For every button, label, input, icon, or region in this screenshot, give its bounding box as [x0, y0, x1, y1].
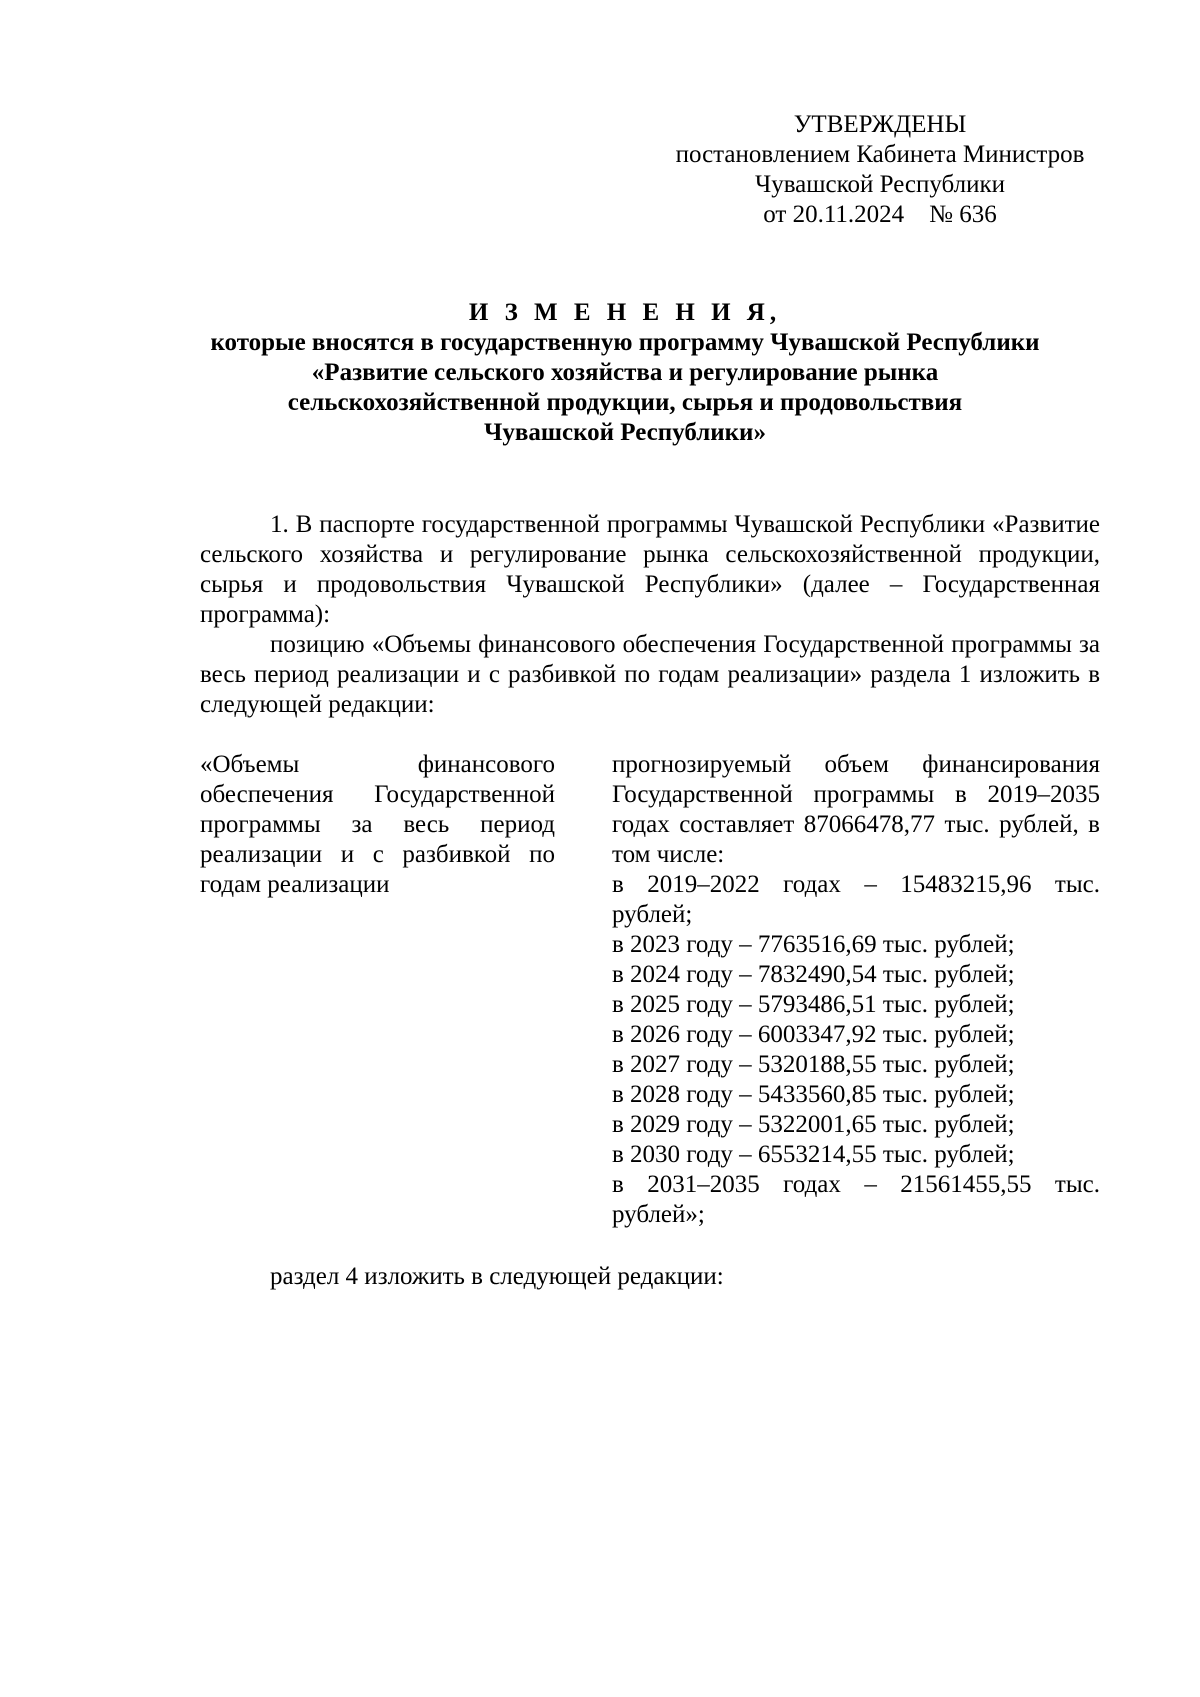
funding-year-row: в 2029 году – 5322001,65 тыс. рублей;: [612, 1111, 1015, 1138]
title-line-2: которые вносятся в государственную программу Чувашской Республики: [210, 329, 1040, 356]
funding-year-row: в 2019–2022 годах – 15483215,96 тыс. рублей;: [612, 871, 1100, 928]
document-title: [150, 298, 1100, 448]
funding-year-row: в 2028 году – 5433560,85 тыс. рублей;: [612, 1081, 1015, 1108]
table-left-cell: «Объемы финансового обеспечения Государственной программы за весь период реализации и с разбивкой по годам реализации: [200, 751, 555, 898]
title-line-3: «Развитие сельского хозяйства и регулирование рынка: [311, 359, 939, 386]
title-line-5: Чувашской Республики»: [484, 419, 766, 446]
approval-heading: УТВЕРЖДЕНЫ: [793, 111, 967, 138]
funding-year-row: в 2023 году – 7763516,69 тыс. рублей;: [612, 931, 1015, 958]
funding-year-row: в 2030 году – 6553214,55 тыс. рублей;: [612, 1141, 1015, 1168]
closing-line: раздел 4 изложить в следующей редакции:: [270, 1263, 724, 1290]
funding-year-row: в 2025 году – 5793486,51 тыс. рублей;: [612, 991, 1015, 1018]
title-main: И З М Е Н Е Н И Я,: [468, 299, 782, 326]
approval-stamp: [640, 110, 1120, 230]
funding-year-row: в 2024 году – 7832490,54 тыс. рублей;: [612, 961, 1015, 988]
paragraph-1: 1. В паспорте государственной программы Чувашской Республики «Развитие сельского хозяйства и регулирование рынка сельскохозяйственной продукции, сырья и продовольствия Чувашской Республики» (далее – Государственная программа):: [200, 511, 1100, 628]
funding-intro: прогнозируемый объем финансирования Государственной программы в 2019–2035 годах составляет 87066478,77 тыс. рублей, в том числе:: [612, 751, 1100, 868]
table-right-cell: [612, 750, 1100, 1230]
paragraph-2: позицию «Объемы финансового обеспечения Государственной программы за весь период реализации и с разбивкой по годам реализации» раздела 1 изложить в следующей редакции:: [200, 631, 1100, 718]
funding-year-row: в 2027 году – 5320188,55 тыс. рублей;: [612, 1051, 1015, 1078]
title-line-4: сельскохозяйственной продукции, сырья и продовольствия: [287, 389, 963, 416]
approval-date-number: от 20.11.2024 № 636: [763, 201, 997, 228]
approval-region: Чувашской Республики: [754, 171, 1006, 198]
approval-issuer: постановлением Кабинета Министров: [675, 141, 1085, 168]
funding-year-row: в 2026 году – 6003347,92 тыс. рублей;: [612, 1021, 1015, 1048]
funding-year-row: в 2031–2035 годах – 21561455,55 тыс. рублей»;: [612, 1171, 1100, 1228]
